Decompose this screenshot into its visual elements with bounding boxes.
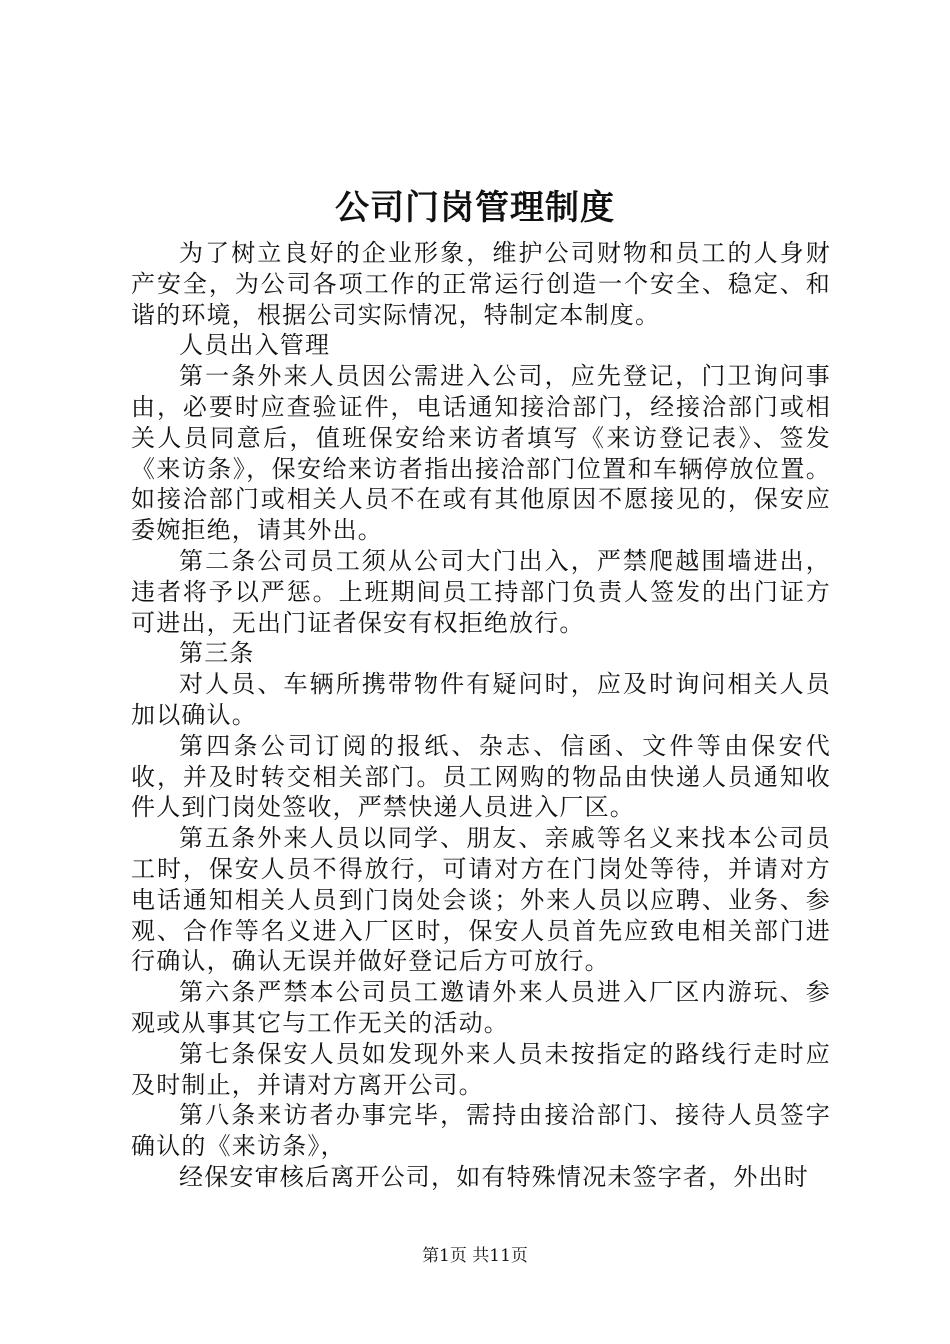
paragraph-intro: 为了树立良好的企业形象，维护公司财物和员工的人身财产安全，为公司各项工作的正常运行创造一个安全、稳定、和谐的环境，根据公司实际情况，特制定本制度。 [131,239,831,329]
paragraph-article-6: 第六条严禁本公司员工邀请外来人员进入厂区内游玩、参观或从事其它与工作无关的活动。 [131,978,831,1037]
page-footer: 第1页 共11页 [422,1246,528,1266]
paragraph-article-8-cont: 经保安审核后离开公司，如有特殊情况未签字者，外出时 [179,1162,809,1191]
paragraph-article-5: 第五条外来人员以同学、朋友、亲戚等名义来找本公司员工时，保安人员不得放行，可请对方在门岗处等待，并请对方电话通知相关人员到门岗处会谈；外来人员以应聘、业务、参观、合作等名义进入厂区时，保安人员首先应致电相关部门进行确认，确认无误并做好登记后方可放行。 [131,824,831,976]
paragraph-article-4: 第四条公司订阅的报纸、杂志、信函、文件等由保安代收，并及时转交相关部门。员工网购的物品由快递人员通知收件人到门岗处签收，严禁快递人员进入厂区。 [131,731,831,822]
paragraph-article-3: 对人员、车辆所携带物件有疑问时，应及时询问相关人员加以确认。 [131,670,831,729]
paragraph-article-7: 第七条保安人员如发现外来人员未按指定的路线行走时应及时制止，并请对方离开公司。 [131,1039,831,1099]
document-body [131,238,831,1193]
paragraph-article-8: 第八条来访者办事完毕，需持由接洽部门、接待人员签字确认的《来访条》， [131,1101,831,1161]
paragraph-article-2: 第二条公司员工须从公司大门出入，严禁爬越围墙进出，违者将予以严惩。上班期间员工持部门负责人签发的出门证方可进出，无出门证者保安有权拒绝放行。 [131,546,831,637]
page-title: 公司门岗管理制度 [335,188,615,228]
section-heading: 人员出入管理 [179,331,331,360]
paragraph-article-3-heading: 第三条 [179,639,255,668]
paragraph-article-1: 第一条外来人员因公需进入公司，应先登记，门卫询问事由，必要时应查验证件，电话通知接洽部门，经接洽部门或相关人员同意后，值班保安给来访者填写《来访登记表》、签发《来访条》，保安给来访者指出接洽部门位置和车辆停放位置。如接洽部门或相关人员不在或有其他原因不愿接见的，保安应委婉拒绝，请其外出。 [131,362,831,545]
